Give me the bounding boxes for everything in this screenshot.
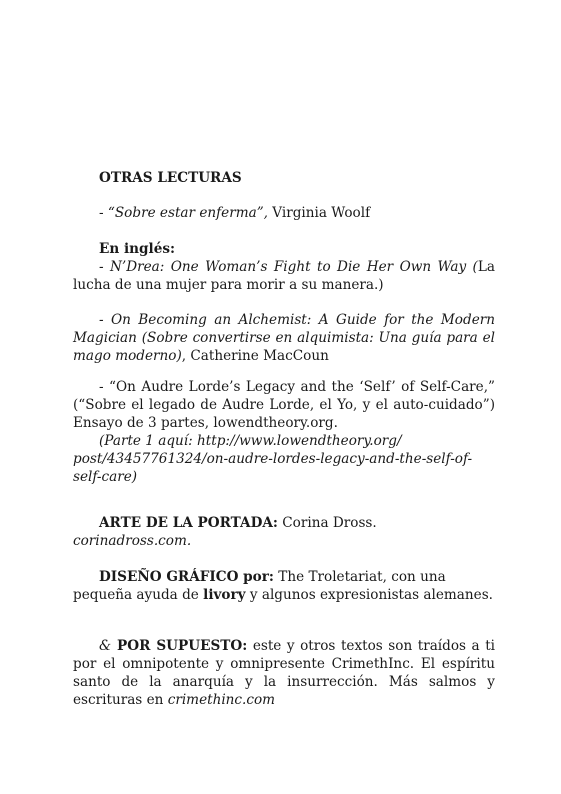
reading-item-woolf: - “Sobre estar enferma”, Virginia Woolf [99,205,371,221]
reading-item-audre-lorde: - “On Audre Lorde’s Legacy and the ‘Self’ of Self-Care,” (“Sobre el legado de Audre Lorde, el Yo, y el auto-cuidado”) Ensayo de 3 partes, lowendtheory.org. [73,379,495,431]
reading-item-ndrea: - N’Drea: One Woman’s Fight to Die Her Own Way (La lucha de una mujer para morir a su manera.) [73,259,495,293]
reading-item-link: (Parte 1 aquí: http://www.lowendtheory.org/ post/43457761324/on-audre-lordes-legacy-and-the-self-of-self-care) [73,433,473,485]
ampersand-glyph: & [99,638,112,654]
subheading-english: En inglés: [99,241,176,257]
closing-paragraph: & POR SUPUESTO: este y otros textos son traídos a ti por el omnipotente y omnipresente CrimethInc. El espíritu santo de la anarquía y la insurrección. Más salmos y escrituras en crimethinc.com [73,638,496,708]
cover-credit: ARTE DE LA PORTADA: Corina Dross. corinadross.com. [73,515,377,549]
design-credit: DISEÑO GRÁFICO por: The Troletariat, con una pequeña ayuda de livory y algunos expresionistas alemanes. [73,569,493,603]
reading-item-alchemist: - On Becoming an Alchemist: A Guide for the Modern Magician (Sobre convertirse en alquimista: Una guía para el mago moderno), Catherine MacCoun [73,312,495,364]
section-heading: OTRAS LECTURAS [99,170,242,186]
